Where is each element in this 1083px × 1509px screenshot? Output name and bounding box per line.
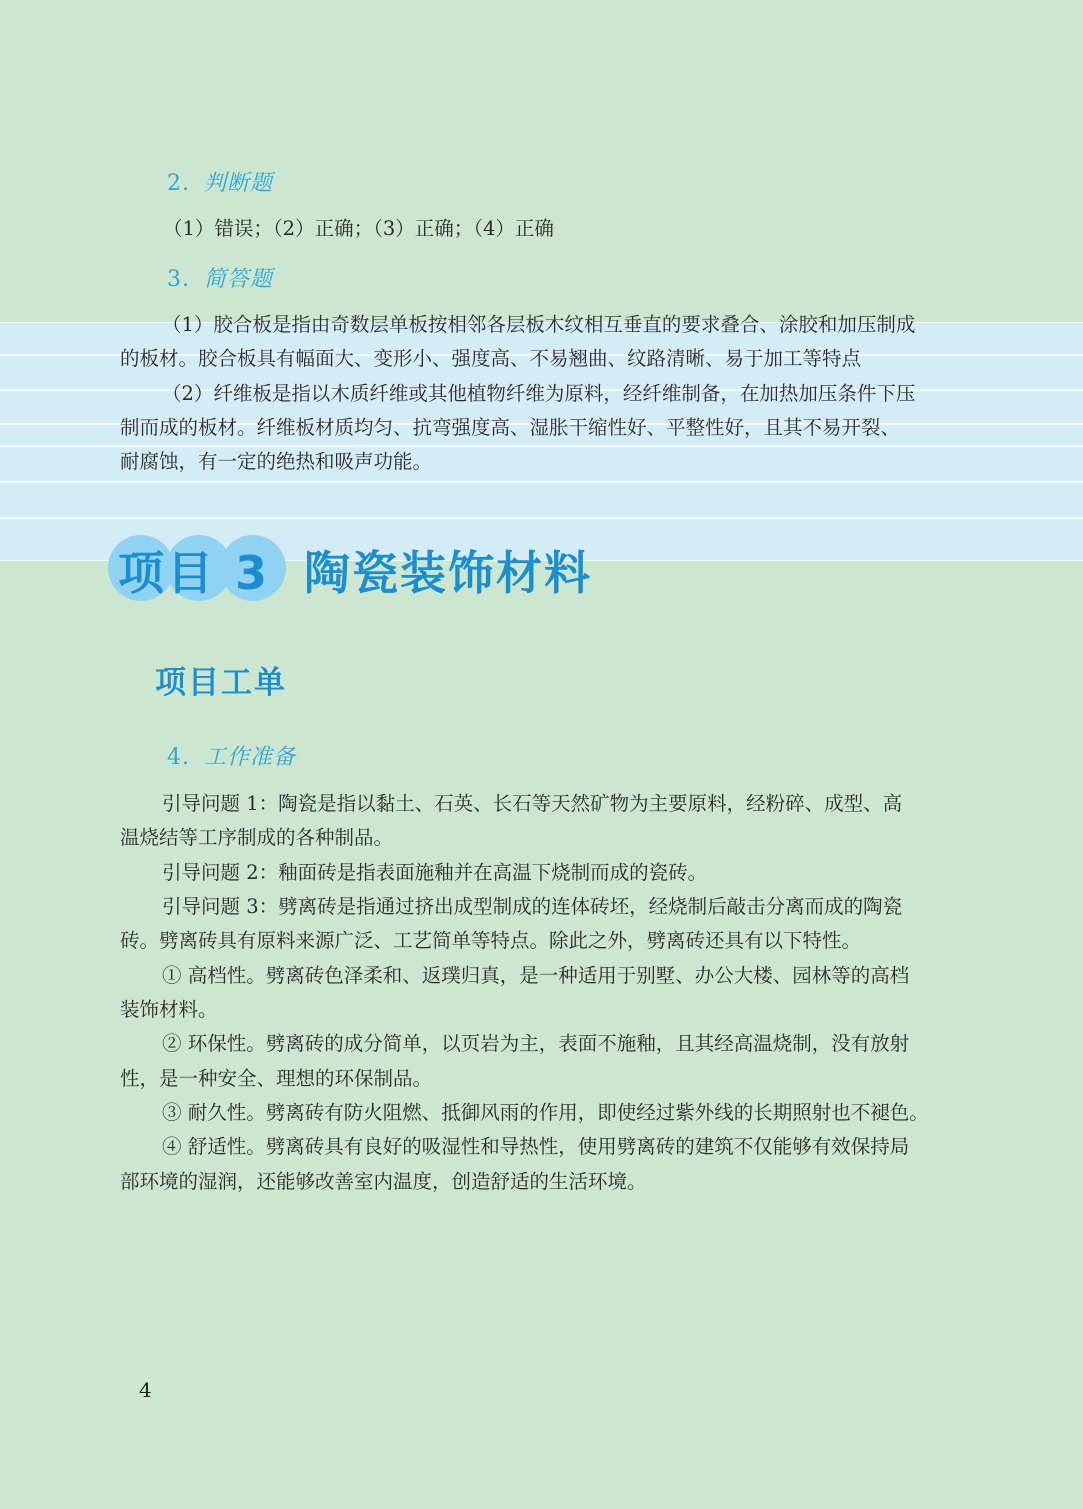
judge-answer: （1）错误；（2）正确；（3）正确；（4）正确: [163, 217, 554, 240]
paragraph-line: ② 环保性。劈离砖的成分简单，以页岩为主，表面不施釉，且其经高温烧制，没有放射: [162, 1032, 910, 1055]
paragraph-line: （1）胶合板是指由奇数层单板按相邻各层板木纹相互垂直的要求叠合、涂胶和加压制成: [162, 313, 916, 336]
paragraph-line: 砖。劈离砖具有原料来源广泛、工艺简单等特点。除此之外，劈离砖还具有以下特性。: [120, 929, 862, 952]
paragraph-line: （2）纤维板是指以木质纤维或其他植物纤维为原料，经纤维制备，在加热加压条件下压: [162, 382, 916, 405]
highlight-band: [0, 482, 1083, 518]
section-heading-prep: 4. 工作准备: [167, 745, 297, 770]
paragraph-line: ① 高档性。劈离砖色泽柔和、返璞归真，是一种适用于别墅、办公大楼、园林等的高档: [162, 964, 910, 987]
page-number: 4: [139, 1378, 152, 1402]
paragraph-line: 部环境的湿润，还能够改善室内温度，创造舒适的生活环境。: [120, 1170, 647, 1193]
project-label: 项目 3: [118, 546, 271, 600]
paragraph-line: 引导问题 3：劈离砖是指通过挤出成型制成的连体砖坯，经烧制后敲击分离而成的陶瓷: [162, 895, 903, 918]
paragraph-line: 引导问题 2：釉面砖是指表面施釉并在高温下烧制而成的瓷砖。: [162, 861, 708, 884]
work-order-title: 项目工单: [155, 665, 287, 701]
paragraph-line: 耐腐蚀，有一定的绝热和吸声功能。: [120, 450, 433, 473]
paragraph-line: 的板材。胶合板具有幅面大、变形小、强度高、不易翘曲、纹路清晰、易于加工等特点: [120, 347, 862, 370]
section-heading-short: 3. 简答题: [167, 267, 274, 292]
paragraph-line: ④ 舒适性。劈离砖具有良好的吸湿性和导热性，使用劈离砖的建筑不仅能够有效保持局: [162, 1135, 910, 1158]
paragraph-line: 装饰材料。: [120, 998, 218, 1021]
paragraph-line: 性，是一种安全、理想的环保制品。: [120, 1067, 433, 1090]
project-name: 陶瓷装饰材料: [304, 546, 592, 600]
paragraph-line: ③ 耐久性。劈离砖有防火阻燃、抵御风雨的作用，即使经过紫外线的长期照射也不褪色。: [162, 1101, 929, 1124]
section-heading-judge: 2. 判断题: [167, 171, 274, 196]
paragraph-line: 温烧结等工序制成的各种制品。: [120, 826, 394, 849]
paragraph-line: 制而成的板材。纤维板材质均匀、抗弯强度高、湿胀干缩性好、平整性好，且其不易开裂、: [120, 416, 901, 439]
paragraph-line: 引导问题 1：陶瓷是指以黏土、石英、长石等天然矿物为主要原料，经粉碎、成型、高: [162, 792, 903, 815]
